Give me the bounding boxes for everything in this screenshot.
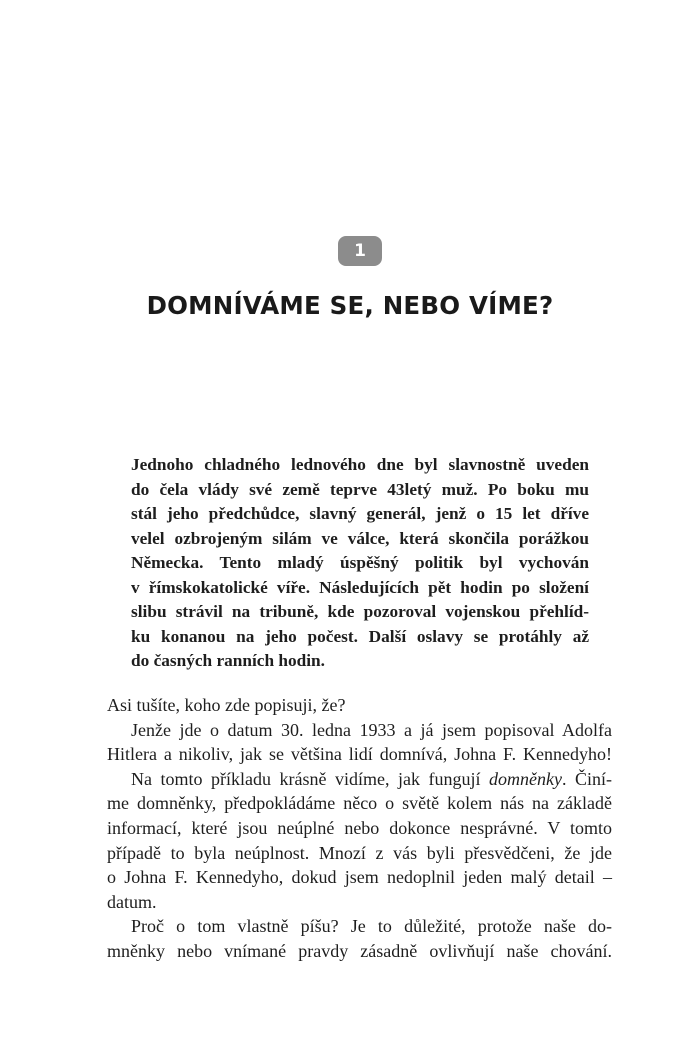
chapter-intro	[131, 453, 589, 674]
intro-line: Německa. Tento mladý úspěšný politik byl vychován	[131, 553, 589, 572]
body-line: mněnky nebo vnímané pravdy zásadně ovlivňují naše chování.	[107, 940, 612, 961]
body-line: Proč o tom vlastně píšu? Je to důležité, protože naše do-	[131, 916, 612, 937]
intro-line: do čela vlády své země teprve 43letý muž. Po boku mu	[131, 479, 589, 499]
body-line: Asi tušíte, koho zde popisuji, že?	[107, 695, 346, 715]
body-text-run: Na tomto příkladu krásně vidíme, jak fungují	[131, 768, 490, 789]
intro-line: stál jeho předchůdce, slavný generál, jenž o 15 let dříve	[131, 504, 589, 523]
body-text	[107, 693, 612, 964]
intro-line: Jednoho chladného lednového dne byl slavnostně uveden	[131, 455, 589, 474]
body-line: informací, které jsou neúplné nebo dokonce nesprávné. V tomto	[107, 817, 612, 838]
intro-line: slibu strávil na tribuně, kde pozoroval vojenskou přehlíd-	[131, 602, 589, 621]
body-line: me domněnky, předpokládáme něco o světě kolem nás na základě	[107, 793, 612, 814]
body-line: datum.	[107, 891, 157, 912]
body-text-run: . Činí-	[561, 768, 612, 789]
body-line: Jenže jde o datum 30. ledna 1933 a já jsem popisoval Adolfa	[131, 719, 612, 740]
intro-line: v římskokatolické víře. Následujících pět hodin po složení	[131, 577, 589, 597]
chapter-number-badge: 1	[338, 236, 382, 266]
intro-line: ku konanou na jeho počest. Další oslavy se protáhly až	[131, 626, 589, 646]
intro-line: velel ozbrojeným silám ve válce, která skončila porážkou	[131, 528, 589, 548]
chapter-title: DOMNÍVÁME SE, NEBO VÍME?	[146, 291, 554, 320]
body-line: Hitlera a nikoliv, jak se většina lidí domnívá, Johna F. Kennedyho!	[107, 744, 612, 765]
emphasized-term: domněnky	[489, 768, 562, 789]
body-line: o Johna F. Kennedyho, dokud jsem nedoplnil jeden malý detail –	[107, 867, 612, 888]
body-line	[107, 767, 612, 792]
body-line: případě to byla neúplnost. Mnozí z vás byli přesvědčeni, že jde	[107, 842, 612, 863]
intro-line: do časných ranních hodin.	[131, 651, 325, 670]
